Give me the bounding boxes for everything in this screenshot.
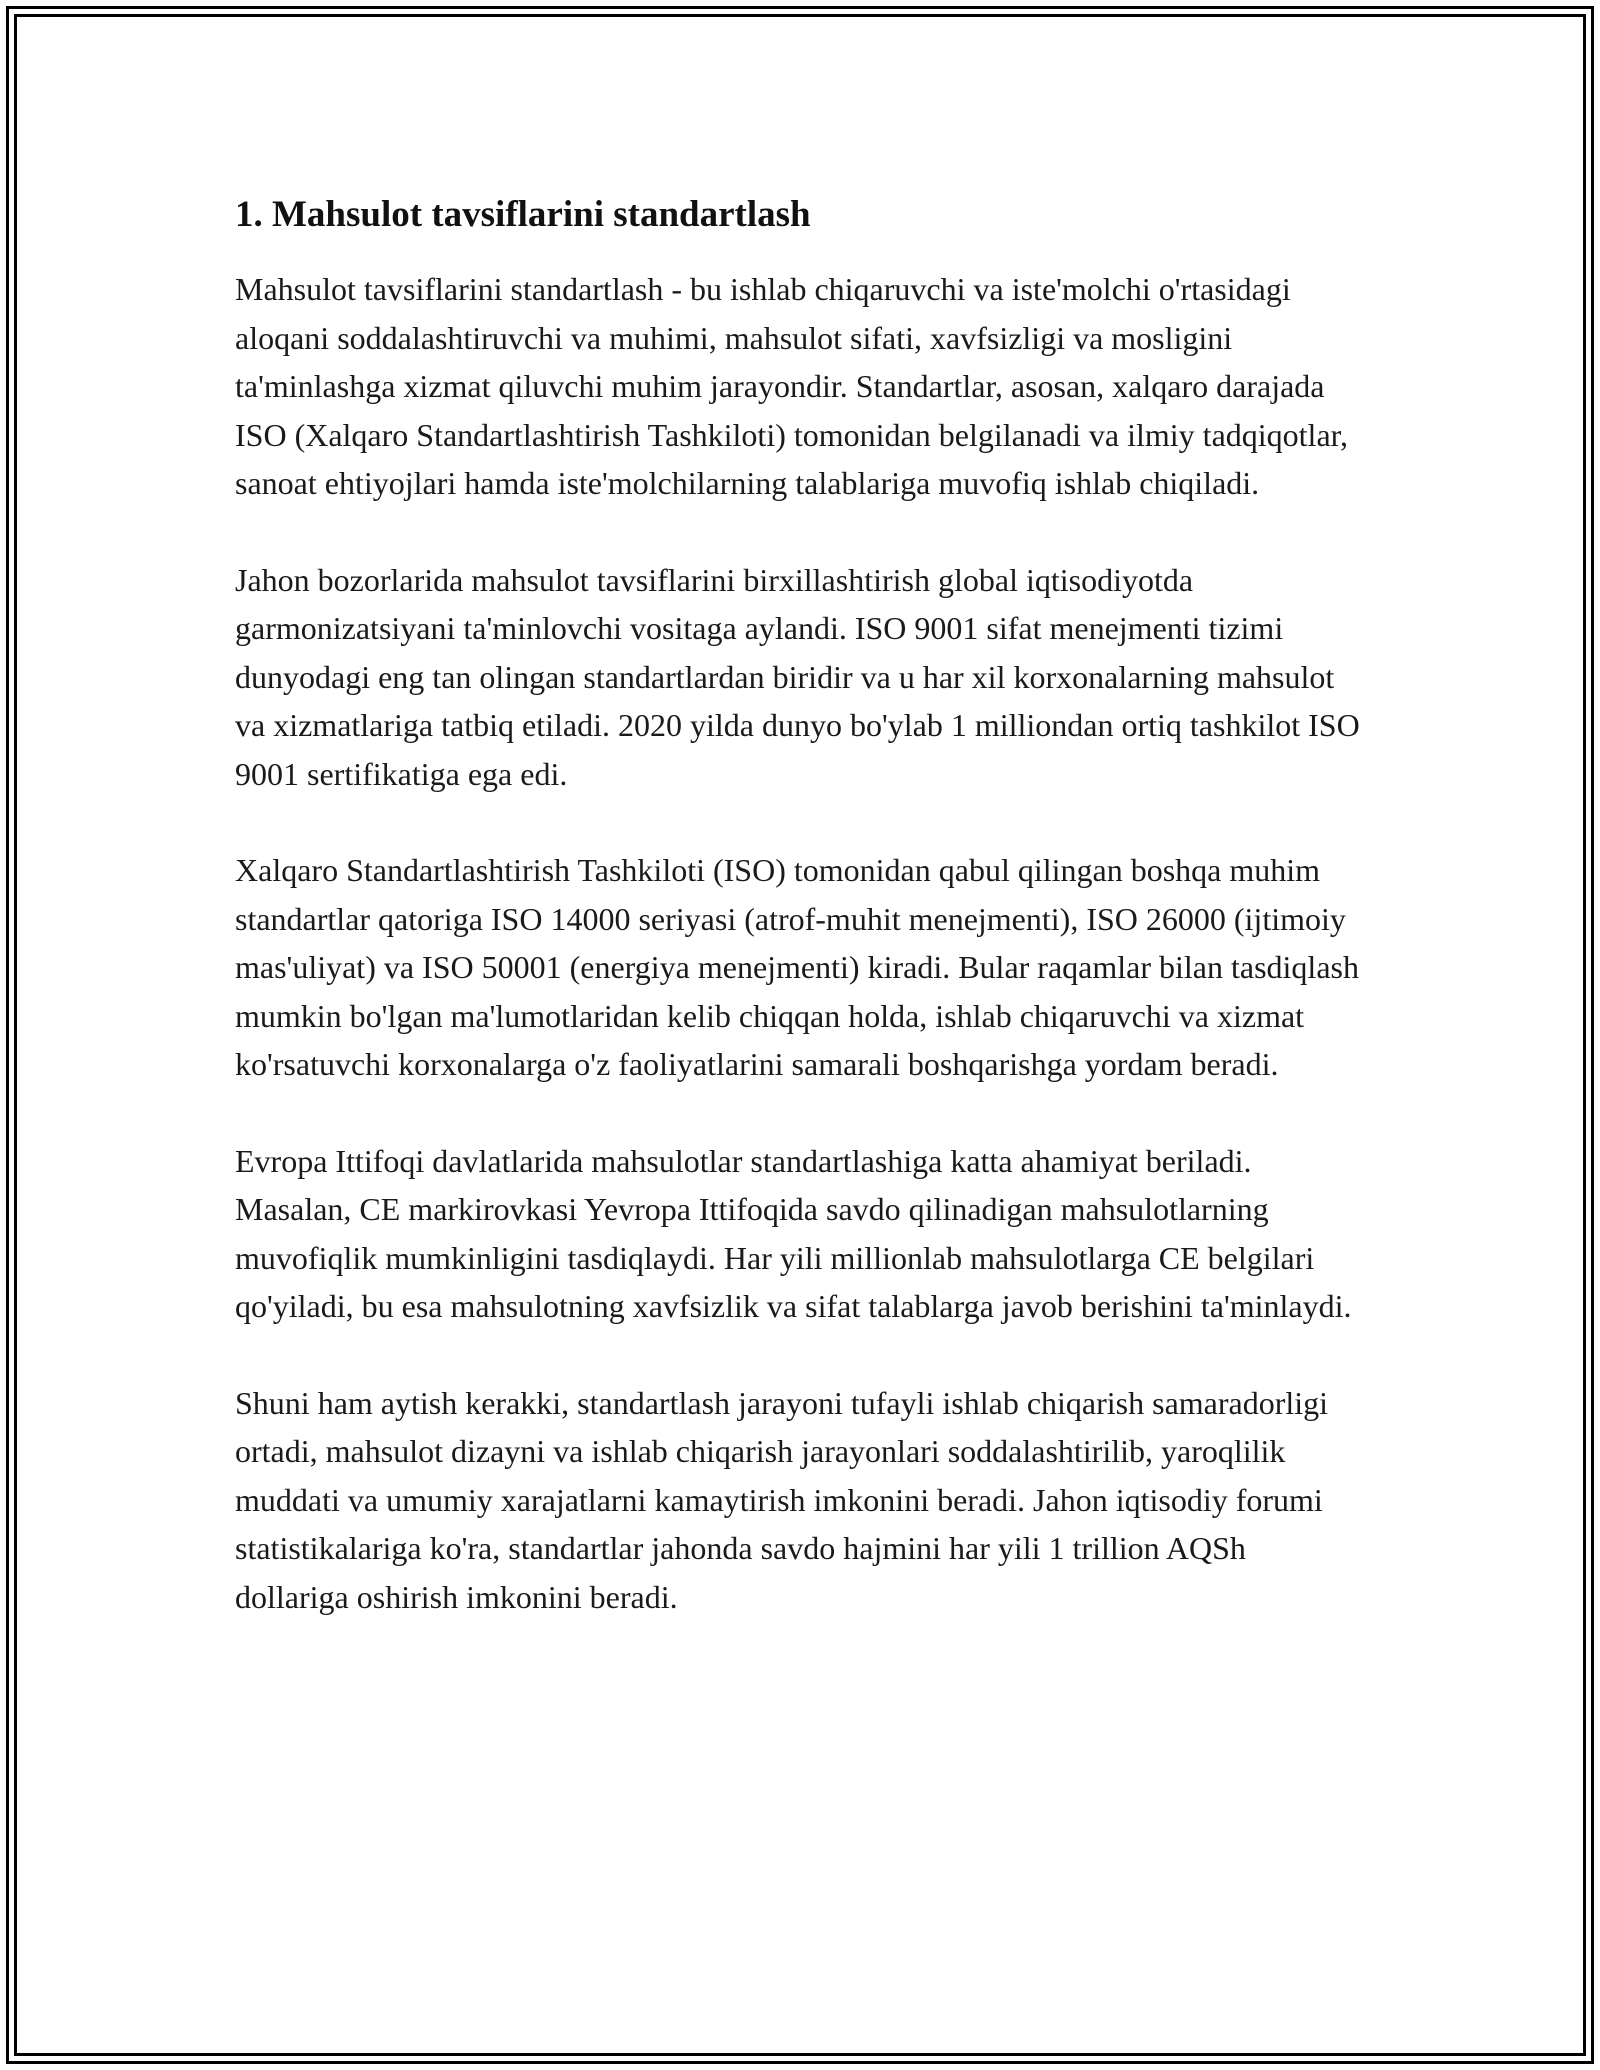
paragraph-1: Mahsulot tavsiflarini standartlash - bu ishlab chiqaruvchi va iste'molchi o'rtasidagi aloqani soddalashtiruvchi va muhimi, mahsulot sifati, xavfsizligi va mosligini ta'minlashga xizmat qiluvchi muhim jarayondir. Standartlar, asosan, xalqaro darajada ISO (Xalqaro Standartlashtirish Tashkiloti) tomonidan belgilanadi va ilmiy tadqiqotlar, sanoat ehtiyojlari hamda iste'molchilarning talablariga muvofiq ishlab chiqiladi. — [235, 271, 1349, 501]
paragraph-5: Shuni ham aytish kerakki, standartlash jarayoni tufayli ishlab chiqarish samaradorligi ortadi, mahsulot dizayni va ishlab chiqarish jarayonlari soddalashtirilib, yaroqlilik muddati va umumiy xarajatlarni kamaytirish imkonini beradi. Jahon iqtisodiy forumi statistikalariga ko'ra, standartlar jahonda savdo hajmini har yili 1 trillion AQSh dollariga oshirish imkonini beradi. — [235, 1384, 1329, 1615]
paragraph-4: Evropa Ittifoqi davlatlarida mahsulotlar standartlashiga katta ahamiyat beriladi. Masalan, CE markirovkasi Yevropa Ittifoqida savdo qilinadigan mahsulotlarning muvofiqlik mumkinligini tasdiqlaydi. Har yili millionlab mahsulotlarga CE belgilari qo'yiladi, bu esa mahsulotning xavfsizlik va sifat talablarga javob berishini ta'minlaydi. — [235, 1142, 1352, 1324]
paragraph-2: Jahon bozorlarida mahsulot tavsiflarini birxillashtirish global iqtisodiyotda garmonizatsiyani ta'minlovchi vositaga aylandi. ISO 9001 sifat menejmenti tizimi dunyodagi eng tan olingan standartlardan biridir va u har xil korxonalarning mahsulot va xizmatlariga tatbiq etiladi. 2020 yilda dunyo bo'ylab 1 milliondan ortiq tashkilot ISO 9001 sertifikatiga ega edi. — [235, 561, 1360, 792]
section-heading: 1. Mahsulot tavsiflarini standartlash — [235, 194, 811, 235]
document-body — [235, 185, 1365, 1669]
paragraph-3: Xalqaro Standartlashtirish Tashkiloti (ISO) tomonidan qabul qilingan boshqa muhim standartlar qatoriga ISO 14000 seriyasi (atrof-muhit menejmenti), ISO 26000 (ijtimoiy mas'uliyat) va ISO 50001 (energiya menejmenti) kiradi. Bular raqamlar bilan tasdiqlash mumkin bo'lgan ma'lumotlaridan kelib chiqqan holda, ishlab chiqaruvchi va xizmat ko'rsatuvchi korxonalarga o'z faoliyatlarini samarali boshqarishga yordam beradi. — [235, 852, 1359, 1082]
